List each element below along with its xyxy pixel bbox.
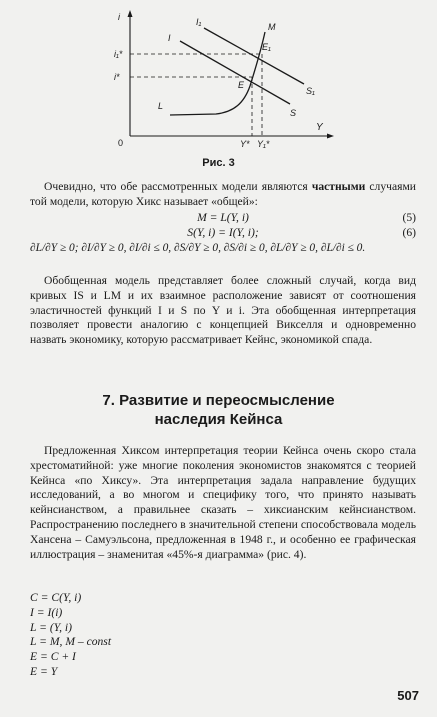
figure-3-diagram — [104, 8, 344, 156]
equation-6-body: S(Y, i) = I(Y, i); — [187, 226, 259, 239]
model-equation: C = C(Y, i) — [30, 591, 82, 604]
s1-curve-label: S₁ — [306, 86, 315, 96]
e1-point-label: E₁ — [262, 42, 271, 52]
equation-6 — [30, 226, 416, 241]
lm-curve — [170, 32, 265, 115]
l-curve-label: L — [158, 101, 164, 111]
model-equation: E = Y — [30, 664, 58, 678]
i-star-label: i* — [114, 72, 120, 82]
paragraph-intro — [30, 180, 416, 210]
y1-star-label: Y₁* — [257, 139, 270, 149]
equation-6-number: (6) — [402, 226, 416, 239]
para1-end: случаями той модели, которую Хикс называет «общей»: — [30, 180, 416, 208]
para1-bold: частными — [311, 180, 366, 193]
section-heading-line-2: наследия Кейнса — [154, 411, 283, 428]
i1-curve — [204, 28, 304, 84]
x-axis-arrow — [327, 134, 334, 139]
i1-curve-label: I₁ — [196, 17, 202, 27]
page-number: 507 — [397, 688, 419, 703]
e-point-label: E — [238, 80, 245, 90]
paragraph-hicks-interpretation: Предложенная Хиксом интерпретация теории Кейнса очень скоро стала хрестоматийной: уже многие поколения экономистов знакомятся с теорией Кейнса «по Хиксу». Эта интерпретация задала направление будущих исследований, а во многом и специфику того, что принято называть кейнсианством, а правильнее сказать – хиксианским кейнсианством. Распространению последнего в значительной степени способствовала модель Хансена – Самуэльсона, предложенная в 1948 г., и особенно ее графическая иллюстрация – знаменитая «45%-я диаграмма» (рис. 4). — [30, 444, 416, 561]
paragraph-generalized-model: Обобщенная модель представляет более сложный случай, когда вид кривых IS и LM и их взаимное расположение зависят от соотношения эластичностей функций I и S по Y и i. Эта обобщенная интерпретация позволяет провести аналогию с концепцией Викселля и одновременно назвать экономику, которую рассматривает Кейнс, экономикой спада. — [30, 274, 416, 347]
dashed-guides — [130, 54, 262, 136]
model-equations — [30, 591, 111, 680]
derivative-conditions: ∂L/∂Y ≥ 0; ∂I/∂Y ≥ 0, ∂I/∂i ≤ 0, ∂S/∂Y ≥ 0, ∂S/∂i ≥ 0, ∂L/∂Y ≥ 0, ∂L/∂i ≤ 0. — [30, 242, 366, 254]
section-heading-line-1: 7. Развитие и переосмысление — [102, 392, 335, 409]
model-equation: I = I(i) — [30, 605, 63, 619]
i-curve — [180, 41, 290, 104]
s-curve-label: S — [290, 108, 297, 118]
x-axis-label: Y — [316, 122, 323, 133]
y-axis-arrow — [128, 10, 133, 17]
origin-label: 0 — [118, 138, 124, 148]
model-equation: L = (Y, i) — [30, 620, 72, 634]
equation-5 — [30, 211, 416, 226]
m-curve-label: M — [268, 22, 276, 32]
i-curve-label: I — [168, 33, 171, 43]
para1-start: Очевидно, что обе рассмотренных модели являются — [44, 180, 312, 193]
axes — [130, 14, 330, 136]
y-star-label: Y* — [240, 139, 250, 149]
figure-caption: Рис. 3 — [202, 157, 235, 169]
model-equation: L = M, M – const — [30, 635, 112, 649]
equation-5-body: M = L(Y, i) — [197, 211, 249, 224]
y-axis-label: i — [118, 12, 120, 22]
model-equation: E = C + I — [30, 650, 76, 664]
equation-5-number: (5) — [402, 211, 416, 224]
i1-star-label: i₁* — [114, 49, 123, 59]
